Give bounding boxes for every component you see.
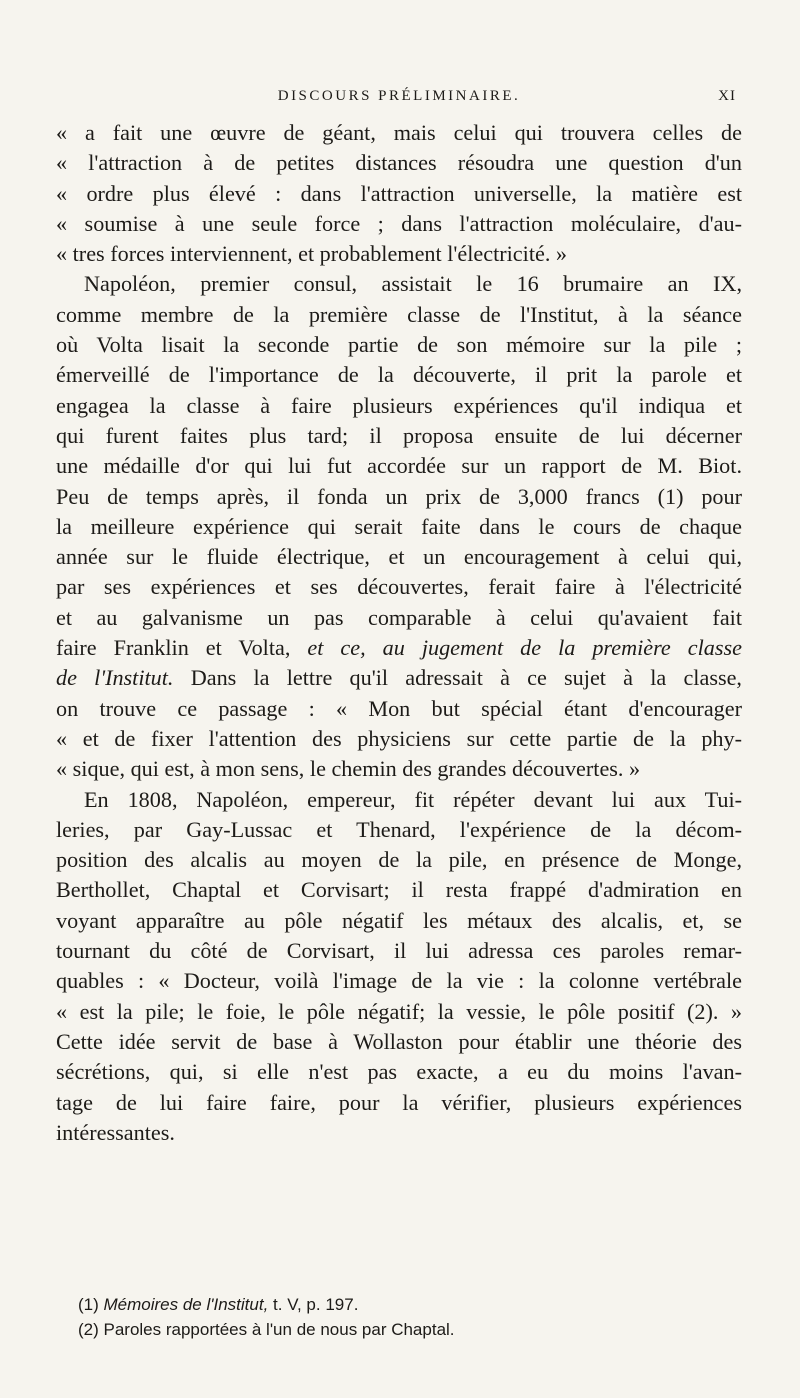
text-line: sécrétions, qui, si elle n'est pas exacte, a eu du moins l'avan- [56,1059,742,1085]
text-line: « a fait une œuvre de géant, mais celui qui trouvera celles de [56,120,742,145]
text-line: comme membre de la première classe de l'Institut, à la séance [56,301,742,327]
text-line: intéressantes. [56,1119,175,1145]
text-line: la meilleure expérience qui serait faite dans le cours de chaque [56,513,742,539]
text-line: « soumise à une seule force ; dans l'attraction moléculaire, d'au- [56,210,742,236]
footnote-1 [56,1292,742,1317]
text-line: voyant apparaître au pôle négatif les métaux des alcalis, et, se [56,907,742,933]
footnote-marker: (2) [78,1320,104,1339]
text-line: une médaille d'or qui lui fut accordée sur un rapport de M. Biot. [56,453,742,479]
text-line: « est la pile; le foie, le pôle négatif; la vessie, le pôle positif (2). » [56,998,742,1024]
paragraph-napoleon-consul [56,269,742,784]
text-line: année sur le fluide électrique, et un encouragement à celui qui, [56,544,742,570]
text-line-italic [56,663,742,693]
footnotes [56,1292,742,1342]
running-title: DISCOURS PRÉLIMINAIRE. [277,88,521,104]
text-span: Dans la lettre qu'il adressait à ce sujet à la classe, [173,665,742,691]
text-line: Cette idée servit de base à Wollaston pour établir une théorie des [56,1028,742,1054]
text-line: qui furent faites plus tard; il proposa ensuite de lui décerner [56,422,742,448]
text-line: Berthollet, Chaptal et Corvisart; il resta frappé d'admiration en [56,877,742,903]
text-line: Peu de temps après, il fonda un prix de 3,000 francs (1) pour [56,483,742,509]
paragraph-quote-continuation [56,118,742,269]
text-line: « tres forces interviennent, et probablement l'électricité. » [56,241,568,267]
text-line: par ses expériences et ses découvertes, ferait faire à l'électricité [56,574,742,600]
footnote-italic: Mémoires de l'Institut, [103,1295,269,1314]
italic-span: de l'Institut. [56,665,174,691]
text-line: engagea la classe à faire plusieurs expériences qu'il indiqua et [56,392,742,418]
italic-span: et ce, au jugement de la première classe [307,635,742,661]
text-line: position des alcalis au moyen de la pile, en présence de Monge, [56,847,742,873]
text-line: et au galvanisme un pas comparable à celui qu'avaient fait [56,604,742,630]
text-line: « sique, qui est, à mon sens, le chemin des grandes découvertes. » [56,756,641,782]
footnote-text: t. V, p. 197. [268,1295,359,1314]
footnote-text: Paroles rapportées à l'un de nous par Chaptal. [103,1320,455,1339]
running-header [56,88,742,112]
footnote-2 [56,1317,742,1342]
footnote-marker: (1) [78,1295,104,1314]
text-line: tournant du côté de Corvisart, il lui adressa ces paroles remar- [56,938,742,964]
text-line: Napoléon, premier consul, assistait le 16 brumaire an IX, [84,271,742,297]
text-line: où Volta lisait la seconde partie de son mémoire sur la pile ; [56,332,742,358]
text-line: « l'attraction à de petites distances résoudra une question d'un [56,150,742,176]
text-line-italic [56,633,742,663]
text-line: quables : « Docteur, voilà l'image de la vie : la colonne vertébrale [56,968,742,994]
paragraph-napoleon-empereur [56,785,742,1149]
text-line: on trouve ce passage : « Mon but spécial étant d'encourager [56,695,742,721]
page-number: XI [718,88,736,104]
text-line: tage de lui faire faire, pour la vérifier, plusieurs expériences [56,1089,742,1115]
text-line: émerveillé de l'importance de la découverte, il prit la parole et [56,362,742,388]
body-text [56,118,742,1148]
text-line: « ordre plus élevé : dans l'attraction universelle, la matière est [56,180,742,206]
text-line: leries, par Gay-Lussac et Thenard, l'expérience de la décom- [56,816,742,842]
text-line: En 1808, Napoléon, empereur, fit répéter devant lui aux Tui- [84,786,742,812]
text-line: « et de fixer l'attention des physiciens sur cette partie de la phy- [56,725,742,751]
text-span: faire Franklin et Volta, [56,635,308,661]
